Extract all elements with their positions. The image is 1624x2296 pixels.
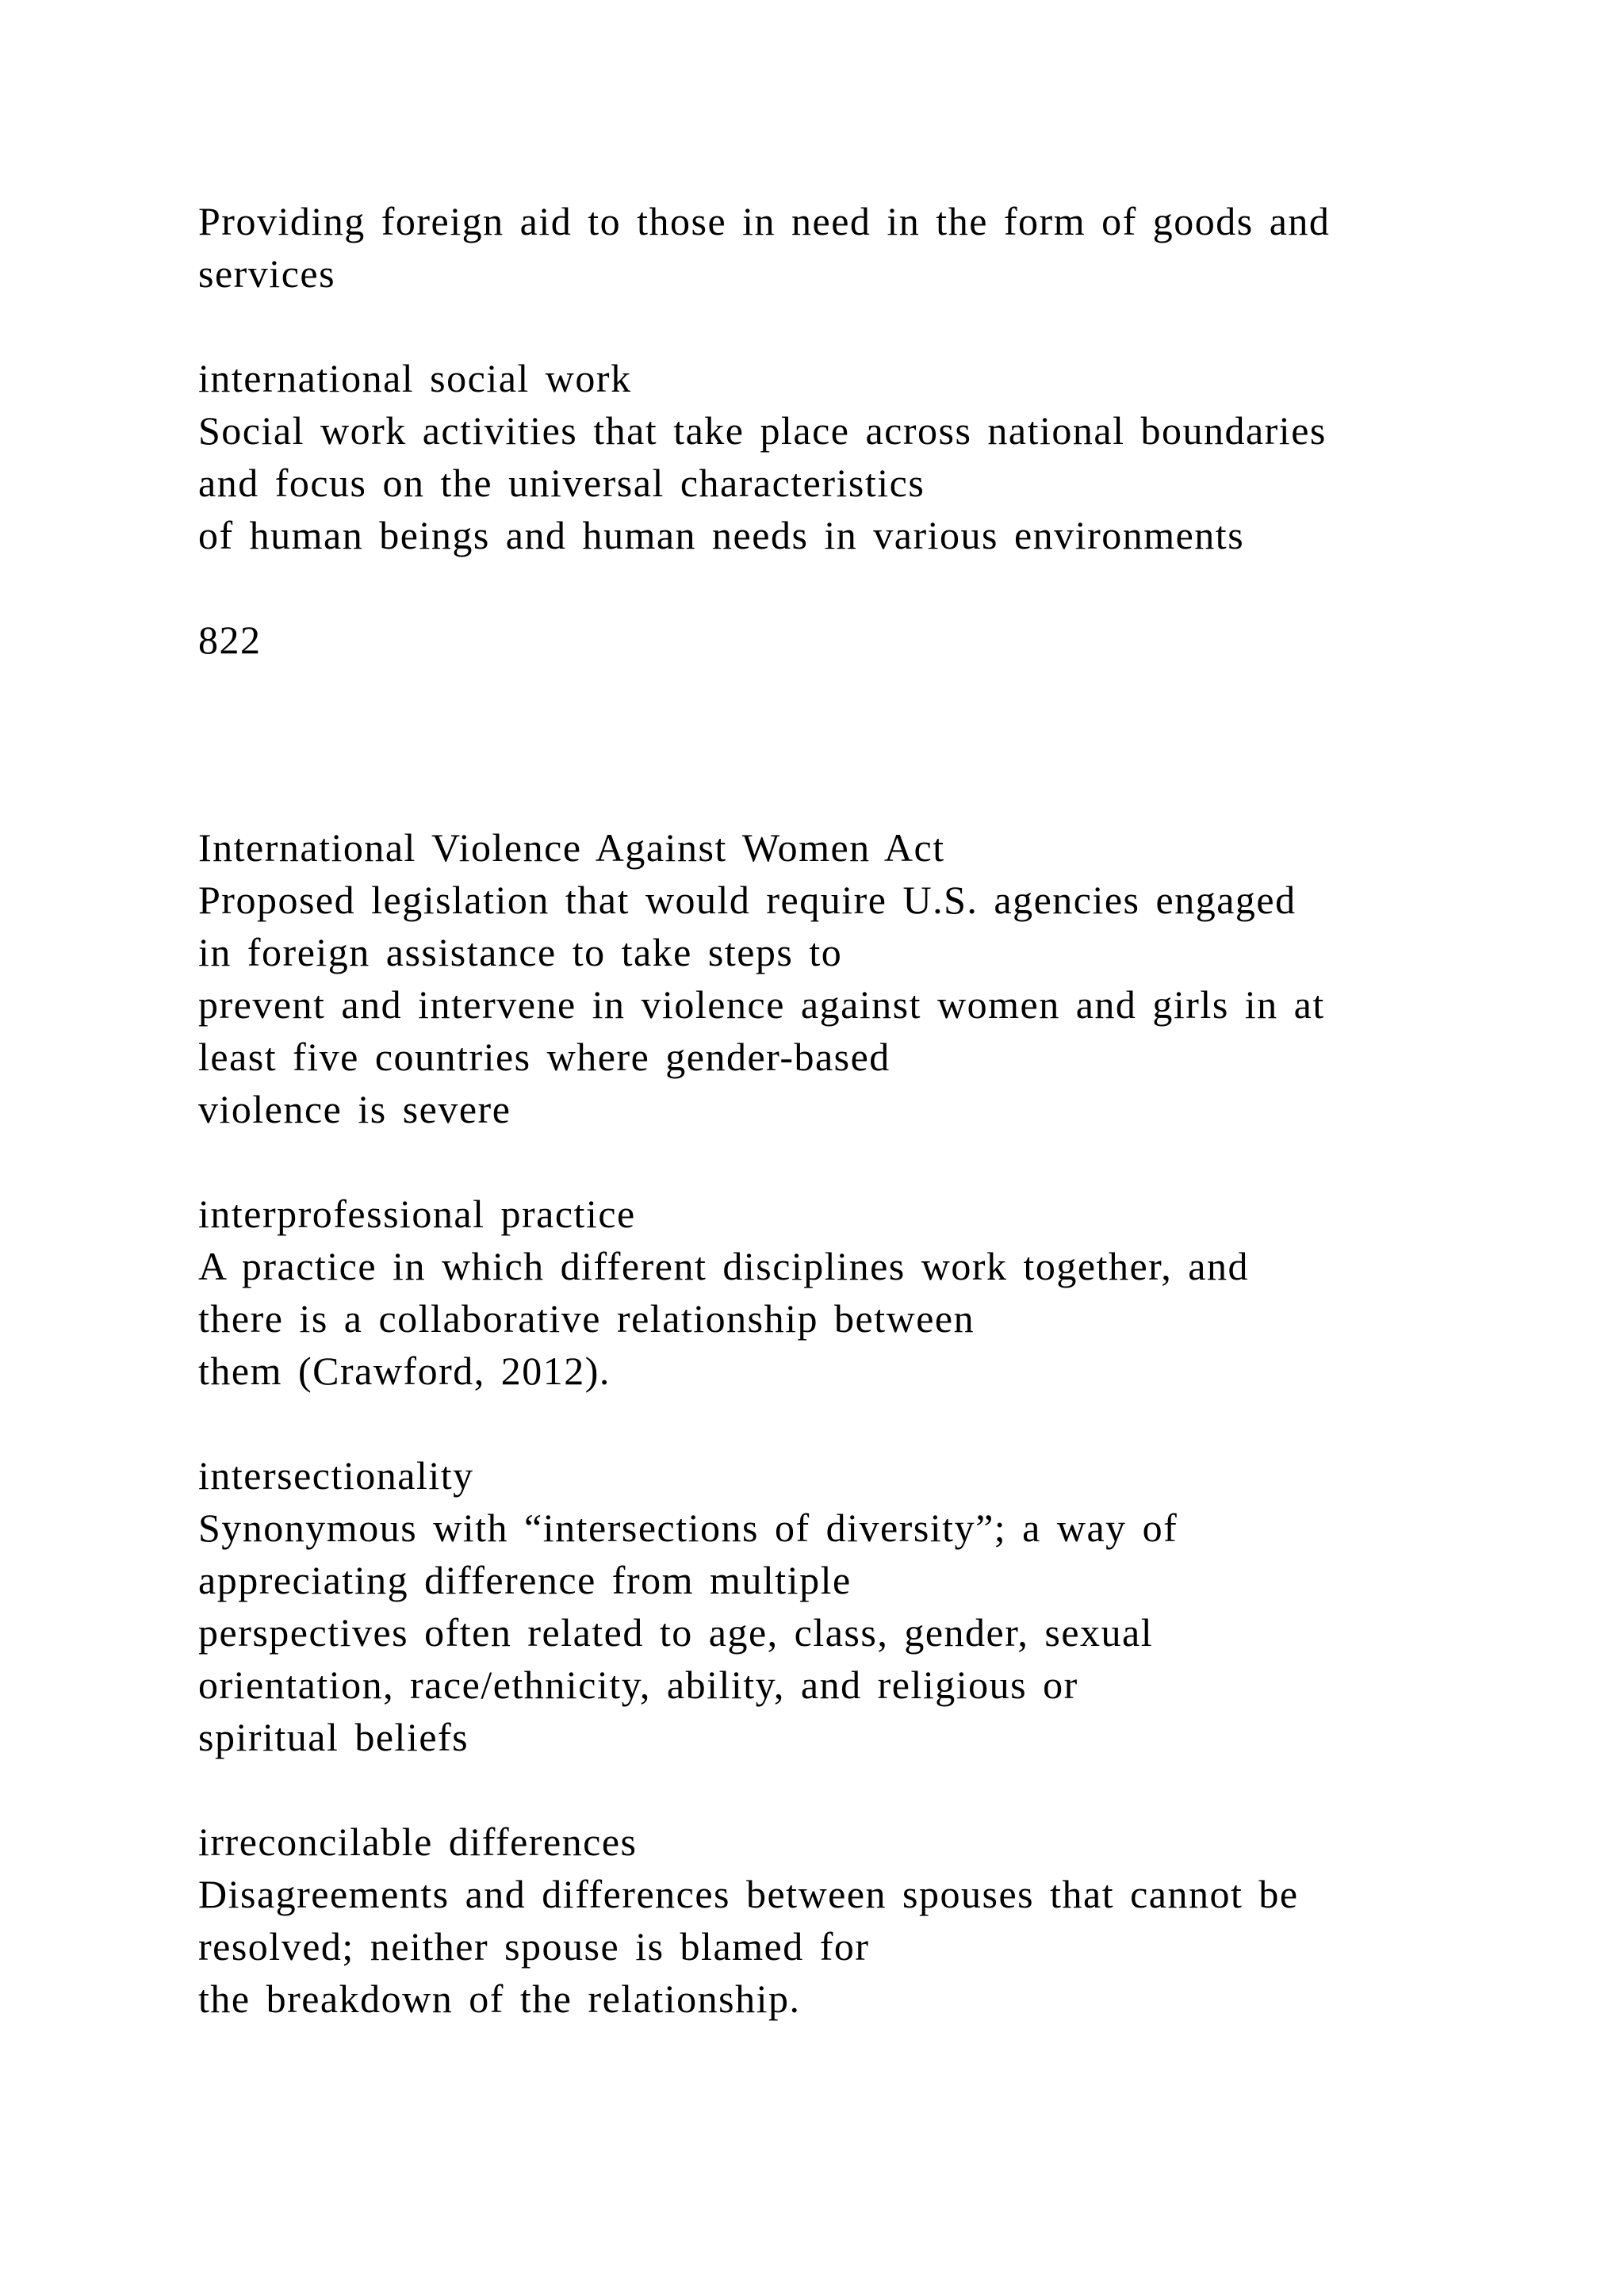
text-line: Proposed legislation that would require U.S. agencies engaged: [198, 878, 1297, 922]
text-line: least five countries where gender-based: [198, 1035, 891, 1079]
text-line: the breakdown of the relationship.: [198, 1976, 801, 2021]
text-line: of human beings and human needs in various environments: [198, 513, 1245, 557]
term-heading: International Violence Against Women Act: [198, 825, 945, 870]
page-number: 822: [198, 618, 262, 662]
text-line: orientation, race/ethnicity, ability, and religious or: [198, 1663, 1078, 1707]
text-line: there is a collaborative relationship between: [198, 1296, 975, 1341]
text-line: prevent and intervene in violence against women and girls in at: [198, 982, 1325, 1027]
text-line: and focus on the universal characteristics: [198, 461, 925, 505]
text-line: violence is severe: [198, 1087, 511, 1131]
text-line: resolved; neither spouse is blamed for: [198, 1924, 870, 1969]
text-line: spiritual beliefs: [198, 1715, 469, 1759]
text-line: perspectives often related to age, class, gender, sexual: [198, 1610, 1154, 1655]
text-line: Disagreements and differences between spouses that cannot be: [198, 1872, 1299, 1916]
text-line: A practice in which different disciplines work together, and: [198, 1244, 1249, 1288]
term-heading: irreconcilable differences: [198, 1820, 638, 1864]
text-line: services: [198, 251, 336, 296]
term-heading: intersectionality: [198, 1453, 474, 1498]
text-line: in foreign assistance to take steps to: [198, 930, 843, 974]
text-line: Social work activities that take place across national boundaries: [198, 408, 1327, 453]
text-line: Synonymous with “intersections of diversity”; a way of: [198, 1506, 1178, 1550]
term-heading: international social work: [198, 356, 632, 400]
term-heading: interprofessional practice: [198, 1192, 636, 1236]
text-line: appreciating difference from multiple: [198, 1558, 852, 1602]
text-line: Providing foreign aid to those in need in the form of goods and: [198, 199, 1331, 243]
text-line: them (Crawford, 2012).: [198, 1349, 611, 1393]
